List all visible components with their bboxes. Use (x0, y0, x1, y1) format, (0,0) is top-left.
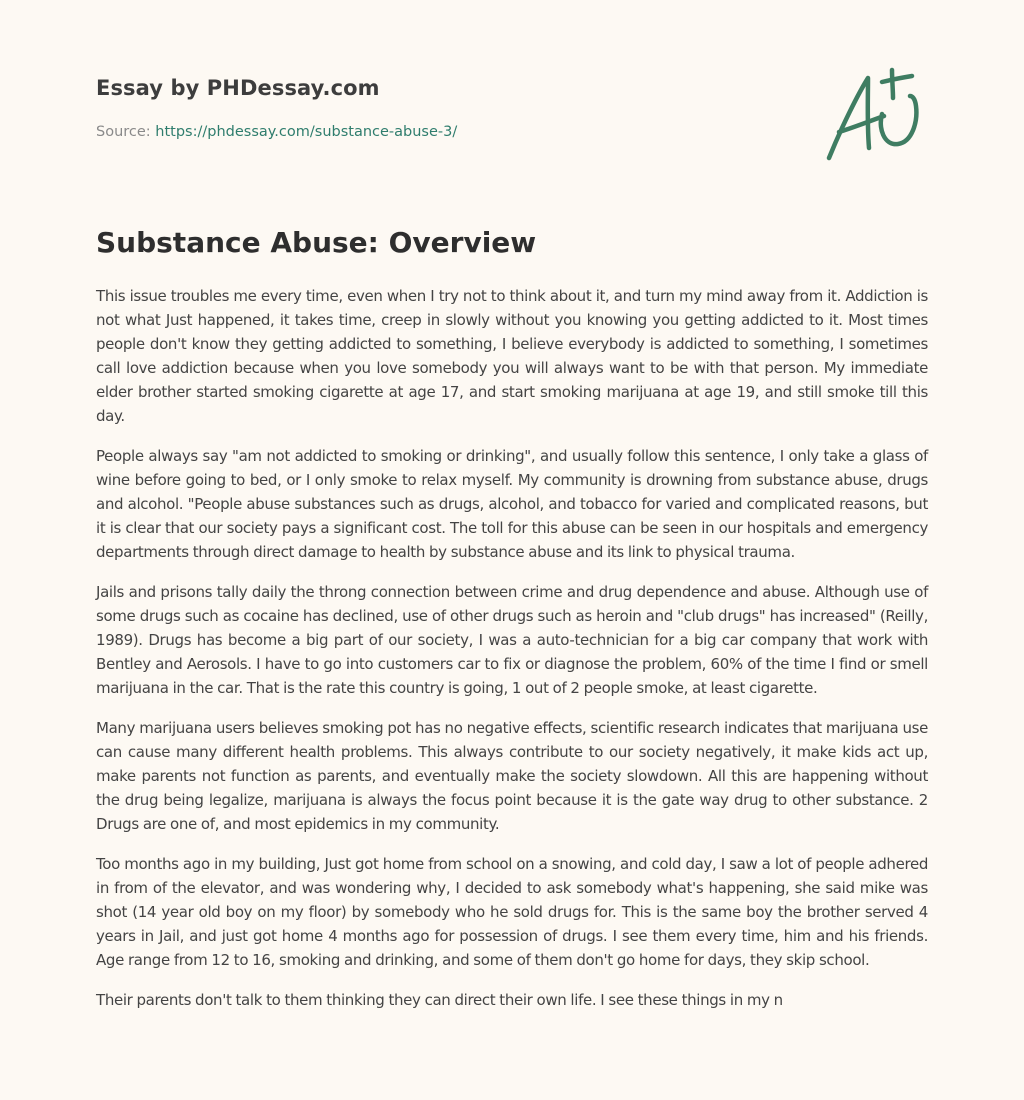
essay-paragraph: People always say "am not addicted to smoking or drinking", and usually follow this sentence, I only take a glass of wine before going to bed, or I only smoke to relax myself. My community is drowning from substance abuse, drugs and alcohol. "People abuse substances such as drugs, alcohol, and tobacco for varied and complicated reasons, but it is clear that our society pays a significant cost. The toll for this abuse can be seen in our hospitals and emergency departments through direct damage to health by substance abuse and its link to physical trauma. (96, 447, 928, 561)
source-label: Source: (96, 124, 151, 140)
essay-paragraph: Too months ago in my building, Just got home from school on a snowing, and cold day, I saw a lot of people adhered in from of the elevator, and was wondering why, I decided to ask somebody what's happening, she said mike was shot (14 year old boy on my floor) by somebody who he sold drugs for. This is the same boy the brother served 4 years in Jail, and just got home 4 months ago for possession of drugs. I see them every time, him and his friends. Age range from 12 to 16, smoking and drinking, and some of them don't go home for days, they skip school. (96, 855, 928, 969)
page-header (96, 0, 928, 200)
essay-paragraph: Their parents don't talk to them thinking they can direct their own life. I see these things in my n (96, 991, 783, 1009)
essay-title: Substance Abuse: Overview (96, 226, 537, 259)
site-brand: Essay by PHDessay.com (96, 76, 380, 100)
source-link[interactable]: https://phdessay.com/substance-abuse-3/ (155, 124, 458, 140)
essay-paragraph: Many marijuana users believes smoking pot has no negative effects, scientific research indicates that marijuana use can cause many different health problems. This always contribute to our society negatively, it make kids act up, make parents not function as parents, and eventually make the society slowdown. All this are happening without the drug being legalize, marijuana is always the focus point because it is the gate way drug to other substance. 2 Drugs are one of, and most epidemics in my community. (96, 719, 928, 833)
essay-body (96, 284, 928, 1028)
source-line (96, 124, 457, 140)
essay-paragraph: Jails and prisons tally daily the throng connection between crime and drug dependence and abuse. Although use of some drugs such as cocaine has declined, use of other drugs such as heroin and "club drugs" has increased" (Reilly, 1989). Drugs has become a big part of our society, I was a auto-technician for a big car company that work with Bentley and Aerosols. I have to go into customers car to fix or diagnose the problem, 60% of the time I find or smell marijuana in the car. That is the rate this country is going, 1 out of 2 people smoke, at least cigarette. (96, 583, 928, 697)
a-plus-logo-icon (824, 66, 928, 166)
essay-paragraph: This issue troubles me every time, even when I try not to think about it, and turn my mind away from it. Addiction is not what Just happened, it takes time, creep in slowly without you knowing you getting addicted to it. Most times people don't know they getting addicted to something, I believe everybody is addicted to something, I sometimes call love addiction because when you love somebody you will always want to be with that person. My immediate elder brother started smoking cigarette at age 17, and start smoking marijuana at age 19, and still smoke till this day. (96, 287, 928, 425)
